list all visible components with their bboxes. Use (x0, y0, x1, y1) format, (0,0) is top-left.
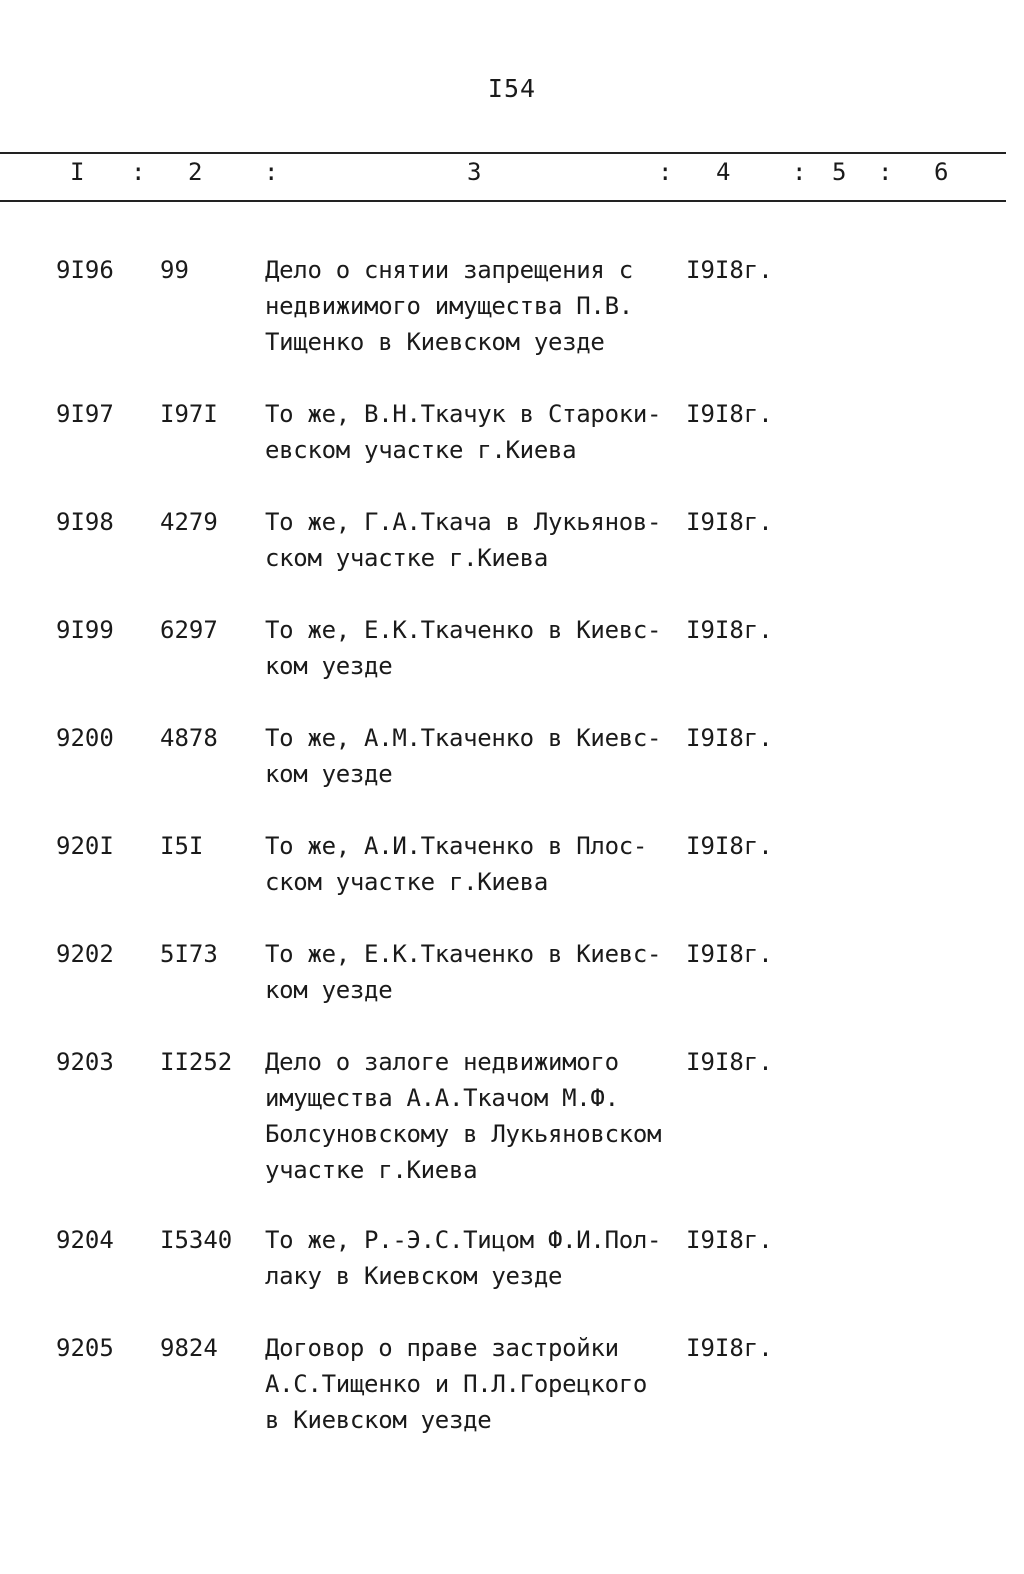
entry-date: I9I8г. (686, 616, 773, 644)
archive-number: 6297 (160, 616, 218, 644)
entry-title: То же, В.Н.Ткачук в Староки- евском участке г.Киева (265, 400, 662, 464)
entry-title: То же, А.И.Ткаченко в Плос- ском участке г.Киева (265, 832, 648, 896)
entry-title: То же, Е.К.Ткаченко в Киевс- ком уезде (265, 616, 662, 680)
entry-date: I9I8г. (686, 1226, 773, 1254)
column-header-2: 2 (188, 158, 203, 186)
archive-number: I5340 (160, 1226, 233, 1254)
entry-number: 9202 (56, 940, 114, 968)
archive-number: 4279 (160, 508, 218, 536)
column-header-1: I (70, 158, 85, 186)
entry-date: I9I8г. (686, 1048, 773, 1076)
entry-title: Договор о праве застройки А.С.Тищенко и П.Л.Горецкого в Киевском уезде (265, 1334, 648, 1434)
entry-number: 9I98 (56, 508, 114, 536)
entry-date: I9I8г. (686, 256, 773, 284)
column-separator: : (658, 158, 673, 186)
entry-number: 9203 (56, 1048, 114, 1076)
entry-number: 9200 (56, 724, 114, 752)
entry-date: I9I8г. (686, 400, 773, 428)
archive-number: II252 (160, 1048, 233, 1076)
entry-date: I9I8г. (686, 508, 773, 536)
entry-date: I9I8г. (686, 1334, 773, 1362)
entry-date: I9I8г. (686, 724, 773, 752)
archive-number: I97I (160, 400, 218, 428)
entry-title: То же, А.М.Ткаченко в Киевс- ком уезде (265, 724, 662, 788)
entry-title: Дело о снятии запрещения с недвижимого имущества П.В. Тищенко в Киевском уезде (265, 256, 633, 356)
column-header-3: 3 (467, 158, 482, 186)
entry-date: I9I8г. (686, 940, 773, 968)
entry-date: I9I8г. (686, 832, 773, 860)
entry-number: 920I (56, 832, 114, 860)
archive-number: 9824 (160, 1334, 218, 1362)
archive-number: 5I73 (160, 940, 218, 968)
archive-number: I5I (160, 832, 204, 860)
column-separator: : (792, 158, 807, 186)
entry-title: Дело о залоге недвижимого имущества А.А.Ткачом М.Ф. Болсуновскому в Лукьяновском участке г.Киева (265, 1048, 662, 1184)
entry-title: То же, Р.-Э.С.Тицом Ф.И.Пол- лаку в Киевском уезде (265, 1226, 662, 1290)
entry-number: 9205 (56, 1334, 114, 1362)
column-header-5: 5 (832, 158, 847, 186)
entry-number: 9I96 (56, 256, 114, 284)
column-header-4: 4 (716, 158, 731, 186)
archive-number: 4878 (160, 724, 218, 752)
entry-title: То же, Г.А.Ткача в Лукьянов- ском участке г.Киева (265, 508, 662, 572)
archive-number: 99 (160, 256, 189, 284)
entry-number: 9I99 (56, 616, 114, 644)
column-separator: : (264, 158, 279, 186)
entry-title: То же, Е.К.Ткаченко в Киевс- ком уезде (265, 940, 662, 1004)
page-number: I54 (487, 74, 537, 103)
column-separator: : (131, 158, 146, 186)
entry-number: 9I97 (56, 400, 114, 428)
entry-number: 9204 (56, 1226, 114, 1254)
column-separator: : (878, 158, 893, 186)
column-header-6: 6 (934, 158, 949, 186)
